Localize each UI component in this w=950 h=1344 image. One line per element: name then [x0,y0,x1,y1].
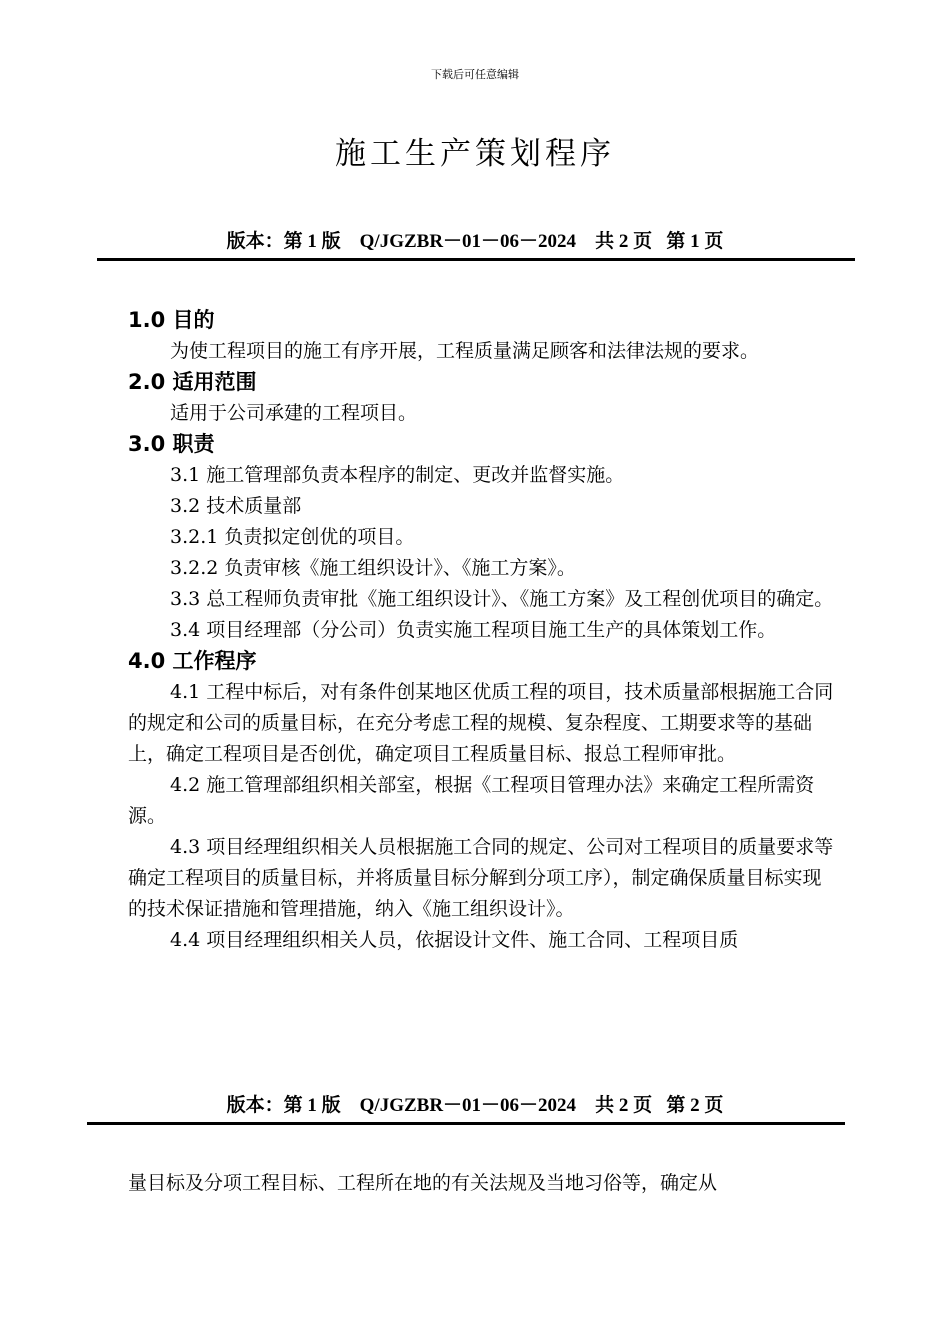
page-header-1 [0,226,950,253]
document-title: 施工生产策划程序 [335,136,615,172]
header-code: Q/JGZBR－01－06－2024 [359,231,577,252]
section-heading: 2.0 适用范围 [128,370,257,394]
header-page: 第 1 页 [666,231,724,252]
header-version: 版本：第 1 版 [226,231,341,252]
paragraph: 4.2 施工管理部组织相关部室，根据《工程项目管理办法》来确定工程所需资源。 [128,774,815,827]
paragraph: 4.3 项目经理组织相关人员根据施工合同的规定、公司对工程项目的质量要求等确定工程项目的质量目标，并将质量目标分解到分项工序），制定确保质量目标实现的技术保证措施和管理措施，纳入《施工组织设计》。 [128,836,834,920]
top-note: 下载后可任意编辑 [431,68,519,81]
header-rule-2 [87,1122,845,1125]
paragraph: 3.4 项目经理部（分公司）负责实施工程项目施工生产的具体策划工作。 [170,619,777,641]
section-heading: 3.0 职责 [128,432,215,456]
header-page: 第 2 页 [666,1095,724,1116]
header-total: 共 2 页 [595,231,653,252]
paragraph: 3.1 施工管理部负责本程序的制定、更改并监督实施。 [170,464,625,486]
paragraph: 3.2.2 负责审核《施工组织设计》、《施工方案》。 [170,557,576,579]
header-code: Q/JGZBR－01－06－2024 [359,1095,577,1116]
paragraph: 3.2 技术质量部 [170,495,302,517]
header-version: 版本：第 1 版 [226,1095,341,1116]
section-heading: 4.0 工作程序 [128,649,257,673]
paragraph: 量目标及分项工程目标、工程所在地的有关法规及当地习俗等，确定从 [128,1172,718,1194]
paragraph: 3.3 总工程师负责审批《施工组织设计》、《施工方案》及工程创优项目的确定。 [170,588,834,610]
paragraph: 适用于公司承建的工程项目。 [170,402,418,424]
paragraph: 为使工程项目的施工有序开展，工程质量满足顾客和法律法规的要求。 [170,340,760,362]
paragraph: 4.4 项目经理组织相关人员，依据设计文件、施工合同、工程项目质 [170,929,739,951]
page-header-2 [0,1090,950,1117]
document-body [128,305,840,956]
page2-body [128,1168,840,1199]
section-heading: 1.0 目的 [128,308,215,332]
paragraph: 3.2.1 负责拟定创优的项目。 [170,526,415,548]
header-total: 共 2 页 [595,1095,653,1116]
header-rule-1 [97,258,855,261]
paragraph: 4.1 工程中标后，对有条件创某地区优质工程的项目，技术质量部根据施工合同的规定和公司的质量目标，在充分考虑工程的规模、复杂程度、工期要求等的基础上，确定工程项目是否创优，确定项目工程质量目标、报总工程师审批。 [128,681,834,765]
